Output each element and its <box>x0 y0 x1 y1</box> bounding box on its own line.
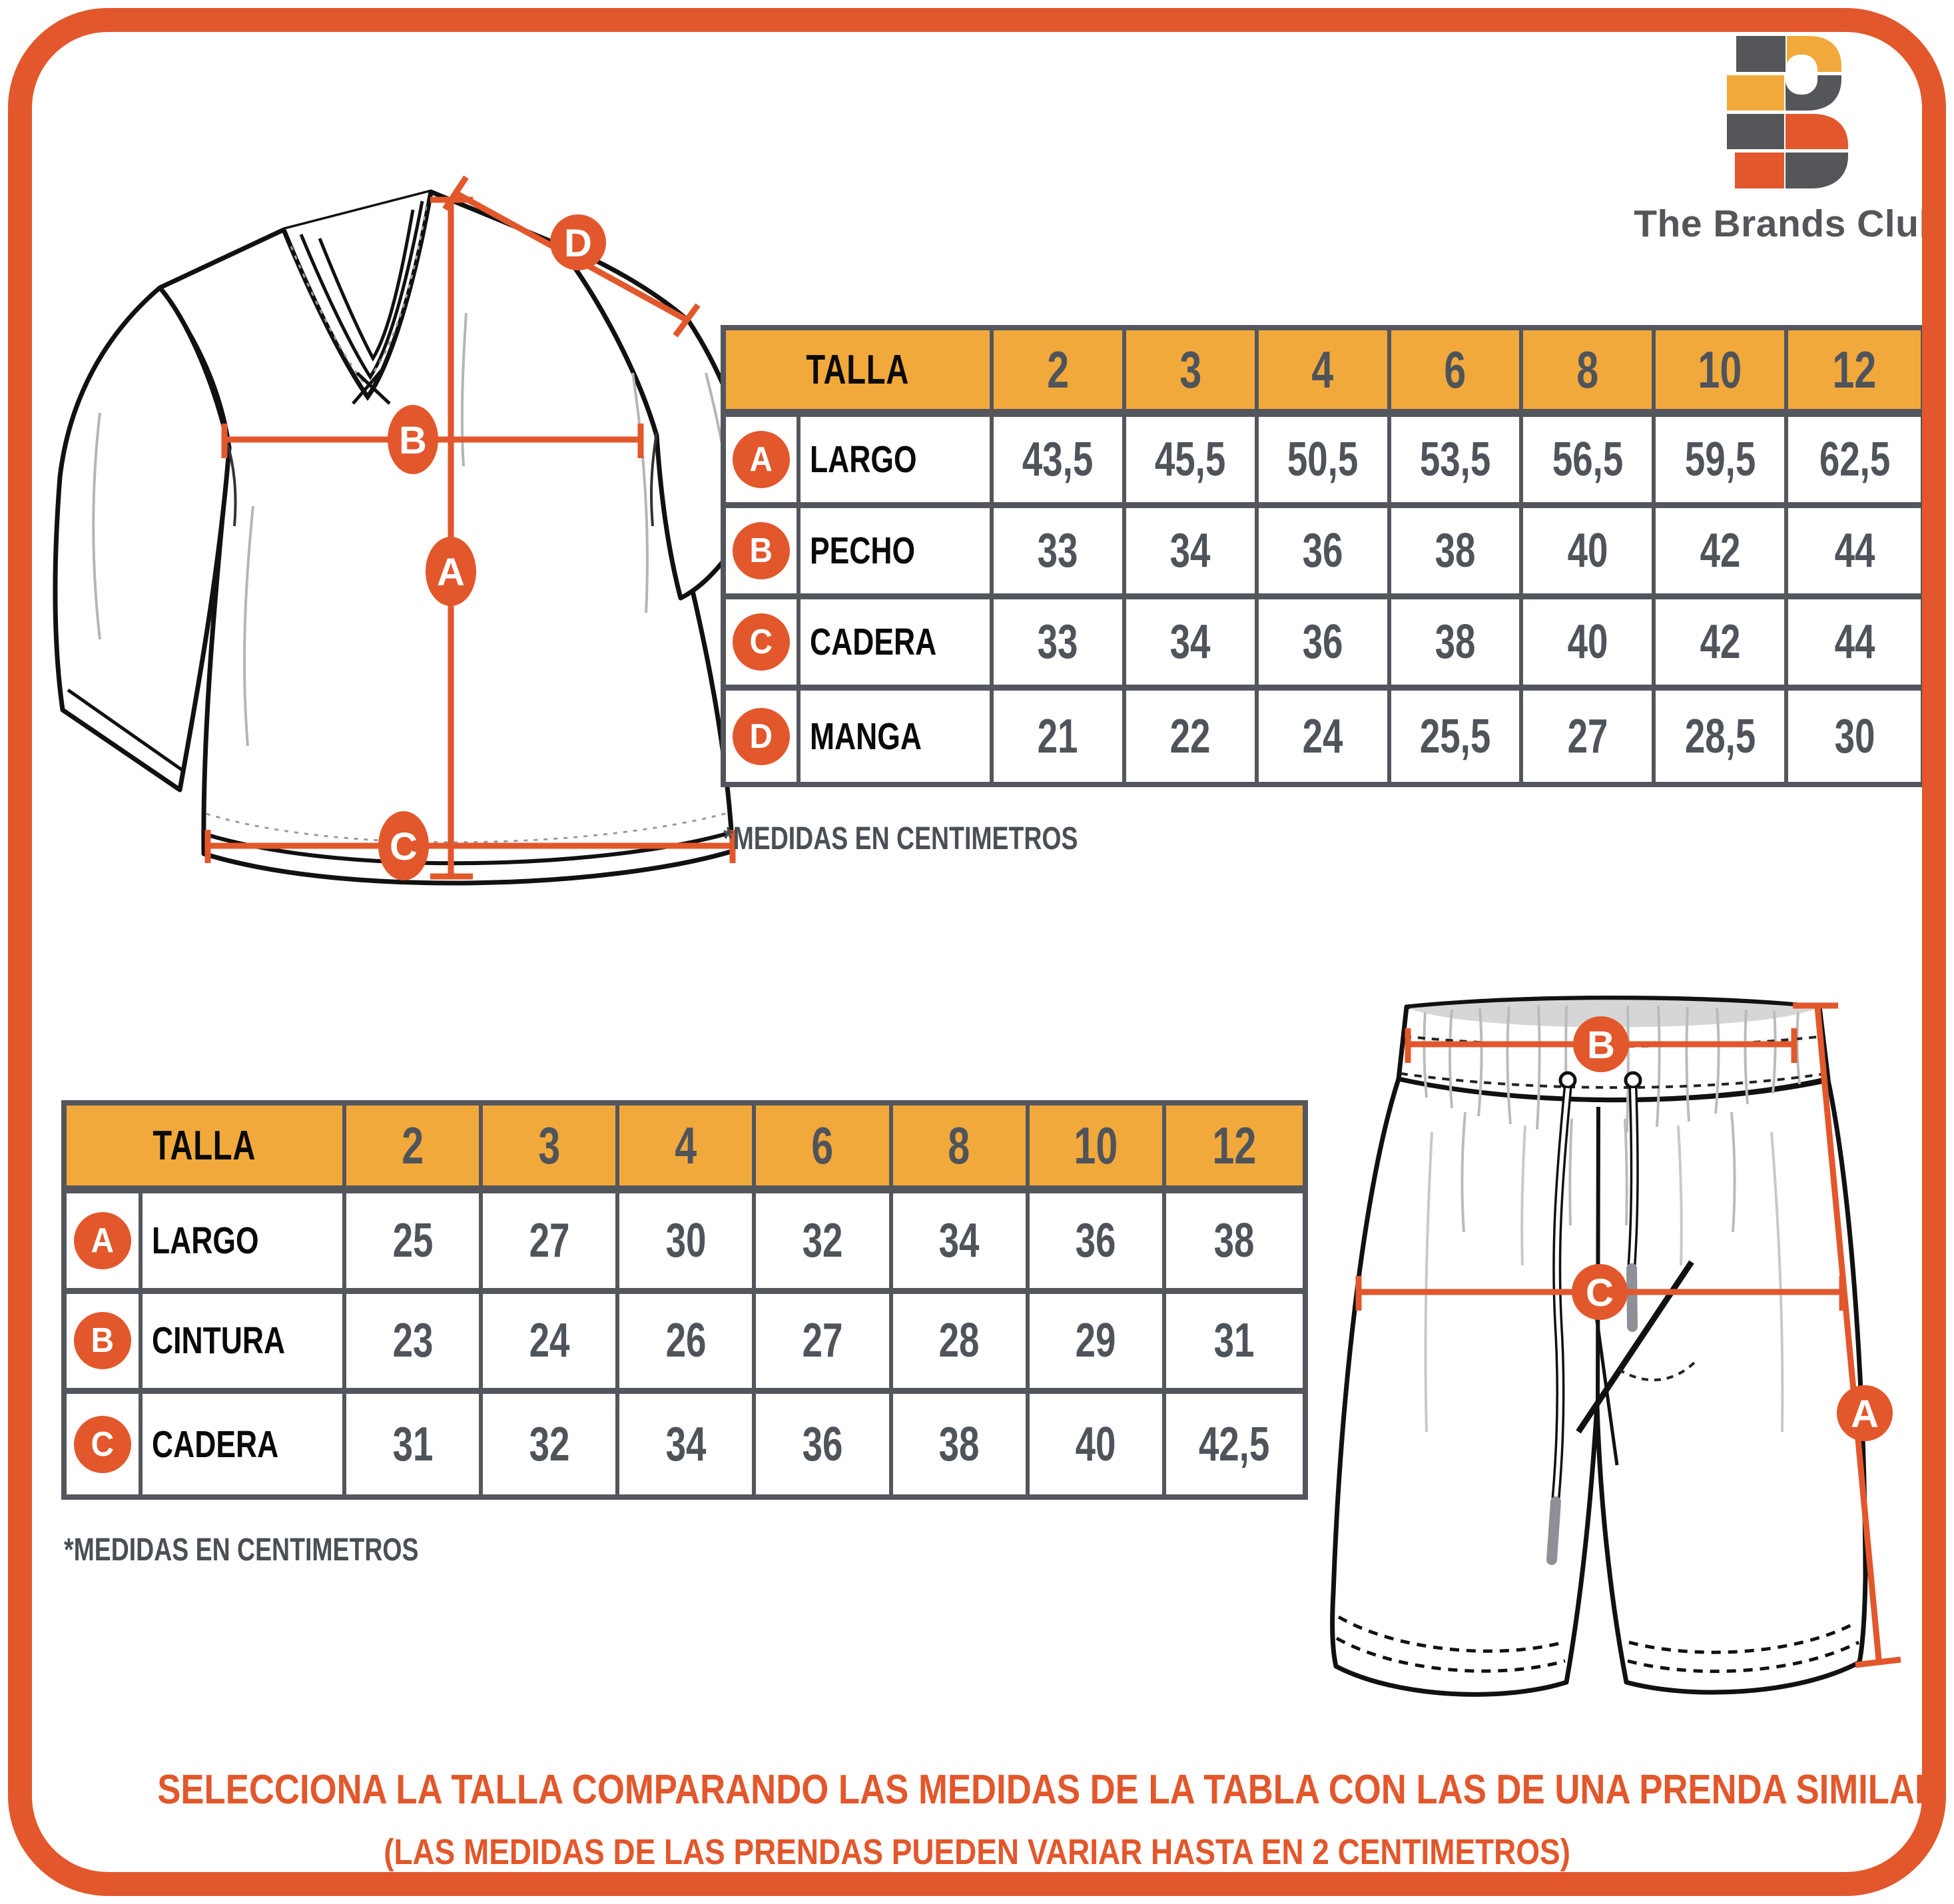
value-cell: 33 <box>994 508 1126 599</box>
value-cell: 33 <box>994 599 1126 691</box>
value-cell: 23 <box>346 1294 483 1395</box>
tshirt-marker-c: C <box>390 825 418 868</box>
value-cell: 31 <box>1166 1294 1303 1395</box>
shorts-size-header-label: TALLA <box>67 1106 346 1193</box>
brand-logo <box>1632 35 1945 246</box>
footer-instruction-line2: (LAS MEDIDAS DE LAS PRENDAS PUEDEN VARIAR HASTA EN 2 CENTIMETROS) <box>384 1832 1570 1872</box>
value-cell: 40 <box>1030 1394 1166 1494</box>
tshirt-diagram <box>40 157 832 906</box>
shirt-size-col-header: 6 <box>1391 330 1524 417</box>
value-cell: 36 <box>1030 1193 1166 1294</box>
shirt-table-footnote: *MEDIDAS EN CENTIMETROS <box>723 821 1078 856</box>
value-cell: 30 <box>1788 691 1921 782</box>
value-cell: 38 <box>893 1394 1030 1494</box>
value-cell: 42,5 <box>1166 1394 1303 1494</box>
tshirt-marker-d: D <box>564 222 592 265</box>
shorts-row-letter-cell <box>67 1394 143 1494</box>
shirt-size-col-header: 2 <box>994 330 1126 417</box>
shorts-row-label-cell: CADERA <box>143 1394 346 1494</box>
shorts-table-footnote: *MEDIDAS EN CENTIMETROS <box>64 1532 419 1568</box>
row-letter-badge: A <box>733 431 790 488</box>
shirt-size-col-header: 10 <box>1656 330 1788 417</box>
value-cell: 29 <box>1030 1294 1166 1395</box>
value-cell: 59,5 <box>1656 417 1788 508</box>
shorts-marker-b: B <box>1587 1024 1615 1067</box>
shirt-row-letter-cell <box>726 599 801 691</box>
value-cell: 44 <box>1788 508 1921 599</box>
value-cell: 40 <box>1523 599 1656 691</box>
value-cell: 22 <box>1126 691 1259 782</box>
value-cell: 27 <box>756 1294 892 1395</box>
shorts-size-col-header: 2 <box>346 1106 483 1193</box>
shorts-row-label-cell: CINTURA <box>143 1294 346 1395</box>
shirt-row-label-cell: LARGO <box>801 417 994 508</box>
row-letter-badge: B <box>733 522 790 579</box>
value-cell: 21 <box>994 691 1126 782</box>
row-letter-badge: C <box>733 613 790 671</box>
value-cell: 56,5 <box>1523 417 1656 508</box>
shirt-size-col-header: 4 <box>1259 330 1391 417</box>
value-cell: 27 <box>1523 691 1656 782</box>
shorts-eyelet <box>1560 1073 1575 1088</box>
row-letter-badge: C <box>74 1416 131 1473</box>
value-cell: 28,5 <box>1656 691 1788 782</box>
shirt-row-letter-cell <box>726 417 801 508</box>
value-cell: 38 <box>1391 508 1524 599</box>
value-cell: 24 <box>1259 691 1391 782</box>
value-cell: 32 <box>756 1193 892 1294</box>
row-letter-badge: B <box>74 1312 131 1369</box>
value-cell: 28 <box>893 1294 1030 1395</box>
value-cell: 31 <box>346 1394 483 1494</box>
shirt-size-table <box>721 325 1926 787</box>
value-cell: 25 <box>346 1193 483 1294</box>
value-cell: 45,5 <box>1126 417 1259 508</box>
value-cell: 38 <box>1391 599 1524 691</box>
tshirt-left-sleeve <box>55 288 229 790</box>
value-cell: 38 <box>1166 1193 1303 1294</box>
value-cell: 36 <box>1259 599 1391 691</box>
tshirt-marker-a: A <box>437 551 465 594</box>
brand-name: The Brands Club <box>1634 202 1943 245</box>
value-cell: 34 <box>1126 508 1259 599</box>
shorts-size-col-header: 10 <box>1030 1106 1166 1193</box>
shorts-size-col-header: 6 <box>756 1106 892 1193</box>
shorts-size-table <box>61 1100 1308 1500</box>
shorts-size-col-header: 12 <box>1166 1106 1303 1193</box>
value-cell: 36 <box>1259 508 1391 599</box>
shirt-row-letter-cell <box>726 508 801 599</box>
shorts-diagram <box>1315 989 1908 1715</box>
shirt-size-col-header: 8 <box>1523 330 1656 417</box>
value-cell: 26 <box>619 1294 756 1395</box>
shorts-size-col-header: 4 <box>619 1106 756 1193</box>
shorts-row-label-cell: LARGO <box>143 1193 346 1294</box>
shirt-size-col-header: 12 <box>1788 330 1921 417</box>
value-cell: 62,5 <box>1788 417 1921 508</box>
shorts-eyelet <box>1626 1073 1640 1088</box>
row-letter-badge: D <box>733 708 790 765</box>
shirt-row-label-cell: PECHO <box>801 508 994 599</box>
footer-instruction-line1: SELECCIONA LA TALLA COMPARANDO LAS MEDIDAS DE LA TABLA CON LAS DE UNA PRENDA SIMILAR <box>157 1767 1941 1813</box>
value-cell: 50,5 <box>1259 417 1391 508</box>
value-cell: 42 <box>1656 599 1788 691</box>
brand-logo-icon <box>1720 35 1857 191</box>
shorts-size-col-header: 3 <box>483 1106 619 1193</box>
shirt-row-letter-cell <box>726 691 801 782</box>
value-cell: 42 <box>1656 508 1788 599</box>
shirt-row-label-cell: MANGA <box>801 691 994 782</box>
value-cell: 34 <box>893 1193 1030 1294</box>
value-cell: 34 <box>619 1394 756 1494</box>
row-letter-badge: A <box>74 1212 131 1269</box>
shorts-marker-a: A <box>1851 1393 1879 1436</box>
value-cell: 34 <box>1126 599 1259 691</box>
shorts-row-letter-cell <box>67 1294 143 1395</box>
shorts-size-col-header: 8 <box>893 1106 1030 1193</box>
value-cell: 24 <box>483 1294 619 1395</box>
shirt-size-col-header: 3 <box>1126 330 1259 417</box>
value-cell: 53,5 <box>1391 417 1524 508</box>
value-cell: 44 <box>1788 599 1921 691</box>
tshirt-marker-b: B <box>399 419 427 462</box>
shirt-row-label-cell: CADERA <box>801 599 994 691</box>
value-cell: 40 <box>1523 508 1656 599</box>
value-cell: 36 <box>756 1394 892 1494</box>
value-cell: 30 <box>619 1193 756 1294</box>
shirt-size-header-label: TALLA <box>726 330 994 417</box>
shorts-row-letter-cell <box>67 1193 143 1294</box>
shorts-marker-c: C <box>1586 1271 1614 1315</box>
value-cell: 43,5 <box>994 417 1126 508</box>
value-cell: 25,5 <box>1391 691 1524 782</box>
value-cell: 27 <box>483 1193 619 1294</box>
value-cell: 32 <box>483 1394 619 1494</box>
